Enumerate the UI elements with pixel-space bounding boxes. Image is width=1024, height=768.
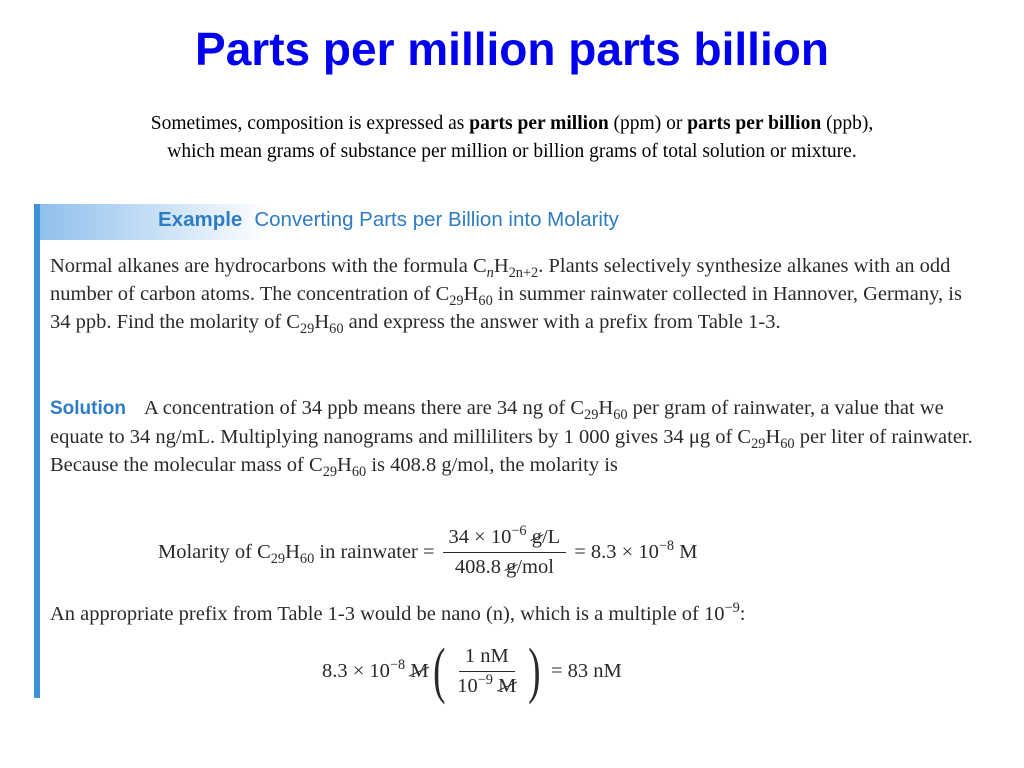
conversion-numerator: 1 nM xyxy=(459,645,515,672)
intro-text-2: (ppm) or xyxy=(608,113,688,134)
solution-paragraph xyxy=(50,394,980,479)
problem-text: Normal alkanes are hydrocarbons with the formula C xyxy=(50,255,487,277)
molarity-fraction xyxy=(443,523,567,579)
solution-text: H xyxy=(598,397,614,419)
problem-text: . Plants selectively synthesize alkanes with an odd number of carbon atoms. The concentration of C xyxy=(50,255,951,305)
subscript: 60 xyxy=(613,407,628,424)
subscript: 60 xyxy=(329,321,344,338)
subscript: 60 xyxy=(478,293,493,310)
conversion-fraction xyxy=(451,645,522,698)
solution-text: H xyxy=(765,426,781,448)
subscript: 2n+2 xyxy=(508,265,539,282)
problem-text: in summer rainwater collected in Hannover, Germany, is 34 ppb. Find the molarity of C xyxy=(50,283,962,333)
problem-text: and express the answer with a prefix from Table 1-3. xyxy=(343,311,781,333)
left-paren: ( xyxy=(432,637,446,705)
intro-text xyxy=(40,110,984,166)
subscript: 29 xyxy=(584,407,599,424)
subscript: 29 xyxy=(299,321,315,338)
intro-bold-ppm: parts per million xyxy=(469,113,609,134)
left-accent-bar xyxy=(34,204,40,698)
fraction-denominator: 408.8 g/mol xyxy=(454,556,554,578)
solution-label: Solution xyxy=(50,398,126,419)
molarity-equation xyxy=(158,523,698,579)
subscript: 29 xyxy=(322,464,338,481)
solution-text: per liter of rainwater. Because the molecular mass of C xyxy=(50,426,973,476)
solution-text: A concentration of 34 ppb means there are 34 ng of C xyxy=(143,397,585,419)
right-paren: ) xyxy=(528,637,541,705)
intro-text-3: (ppb), xyxy=(821,113,874,134)
prefix-text: An appropriate prefix from Table 1-3 would be nano (n), which is a multiple of 10 xyxy=(50,603,725,625)
intro-bold-ppb: parts per billion xyxy=(687,113,822,134)
prefix-text: : xyxy=(739,603,746,625)
example-title: Converting Parts per Billion into Molarity xyxy=(254,208,619,231)
problem-text: H xyxy=(314,311,330,333)
solution-text: is 408.8 g/mol, the molarity is xyxy=(366,454,618,476)
subscript: 29 xyxy=(751,436,766,453)
subscript: n xyxy=(486,265,494,282)
prefix-sentence xyxy=(50,600,980,628)
solution-text: per gram of rainwater, a value that we equate to 34 ng/mL. Multiplying nanograms and milliliters by 1 000 gives 34 μg of C xyxy=(50,397,944,448)
example-label: Example xyxy=(158,208,243,231)
superscript: −9 xyxy=(724,600,740,617)
intro-line-2: which mean grams of substance per million or billion grams of total solution or mixture. xyxy=(167,141,857,162)
slide-title: Parts per million parts billion xyxy=(195,23,829,75)
conversion-result: = 83 nM xyxy=(551,659,622,682)
equation-result: = $8.3 \times 10^{-8}$ M xyxy=(574,538,698,563)
nano-conversion-equation xyxy=(322,637,622,705)
problem-text: H xyxy=(493,255,509,277)
intro-text-1: Sometimes, composition is expressed as xyxy=(150,113,470,134)
fraction-numerator: $34 \times 10^{-6}$ g/L xyxy=(443,526,567,553)
problem-text: H xyxy=(463,283,479,305)
subscript: 60 xyxy=(351,464,367,481)
example-scan xyxy=(34,196,984,705)
subscript: 60 xyxy=(780,436,795,453)
equation-lhs: Molarity of $C_{29}H_{60}$ in rainwater = xyxy=(158,541,435,568)
solution-text: H xyxy=(337,454,352,476)
conversion-denominator: $10^{-9}$ M xyxy=(457,671,517,697)
problem-paragraph xyxy=(50,252,980,336)
example-heading xyxy=(158,208,619,232)
subscript: 29 xyxy=(449,293,464,310)
conversion-lhs: $8.3 \times 10^{-8}$ M xyxy=(322,656,429,682)
